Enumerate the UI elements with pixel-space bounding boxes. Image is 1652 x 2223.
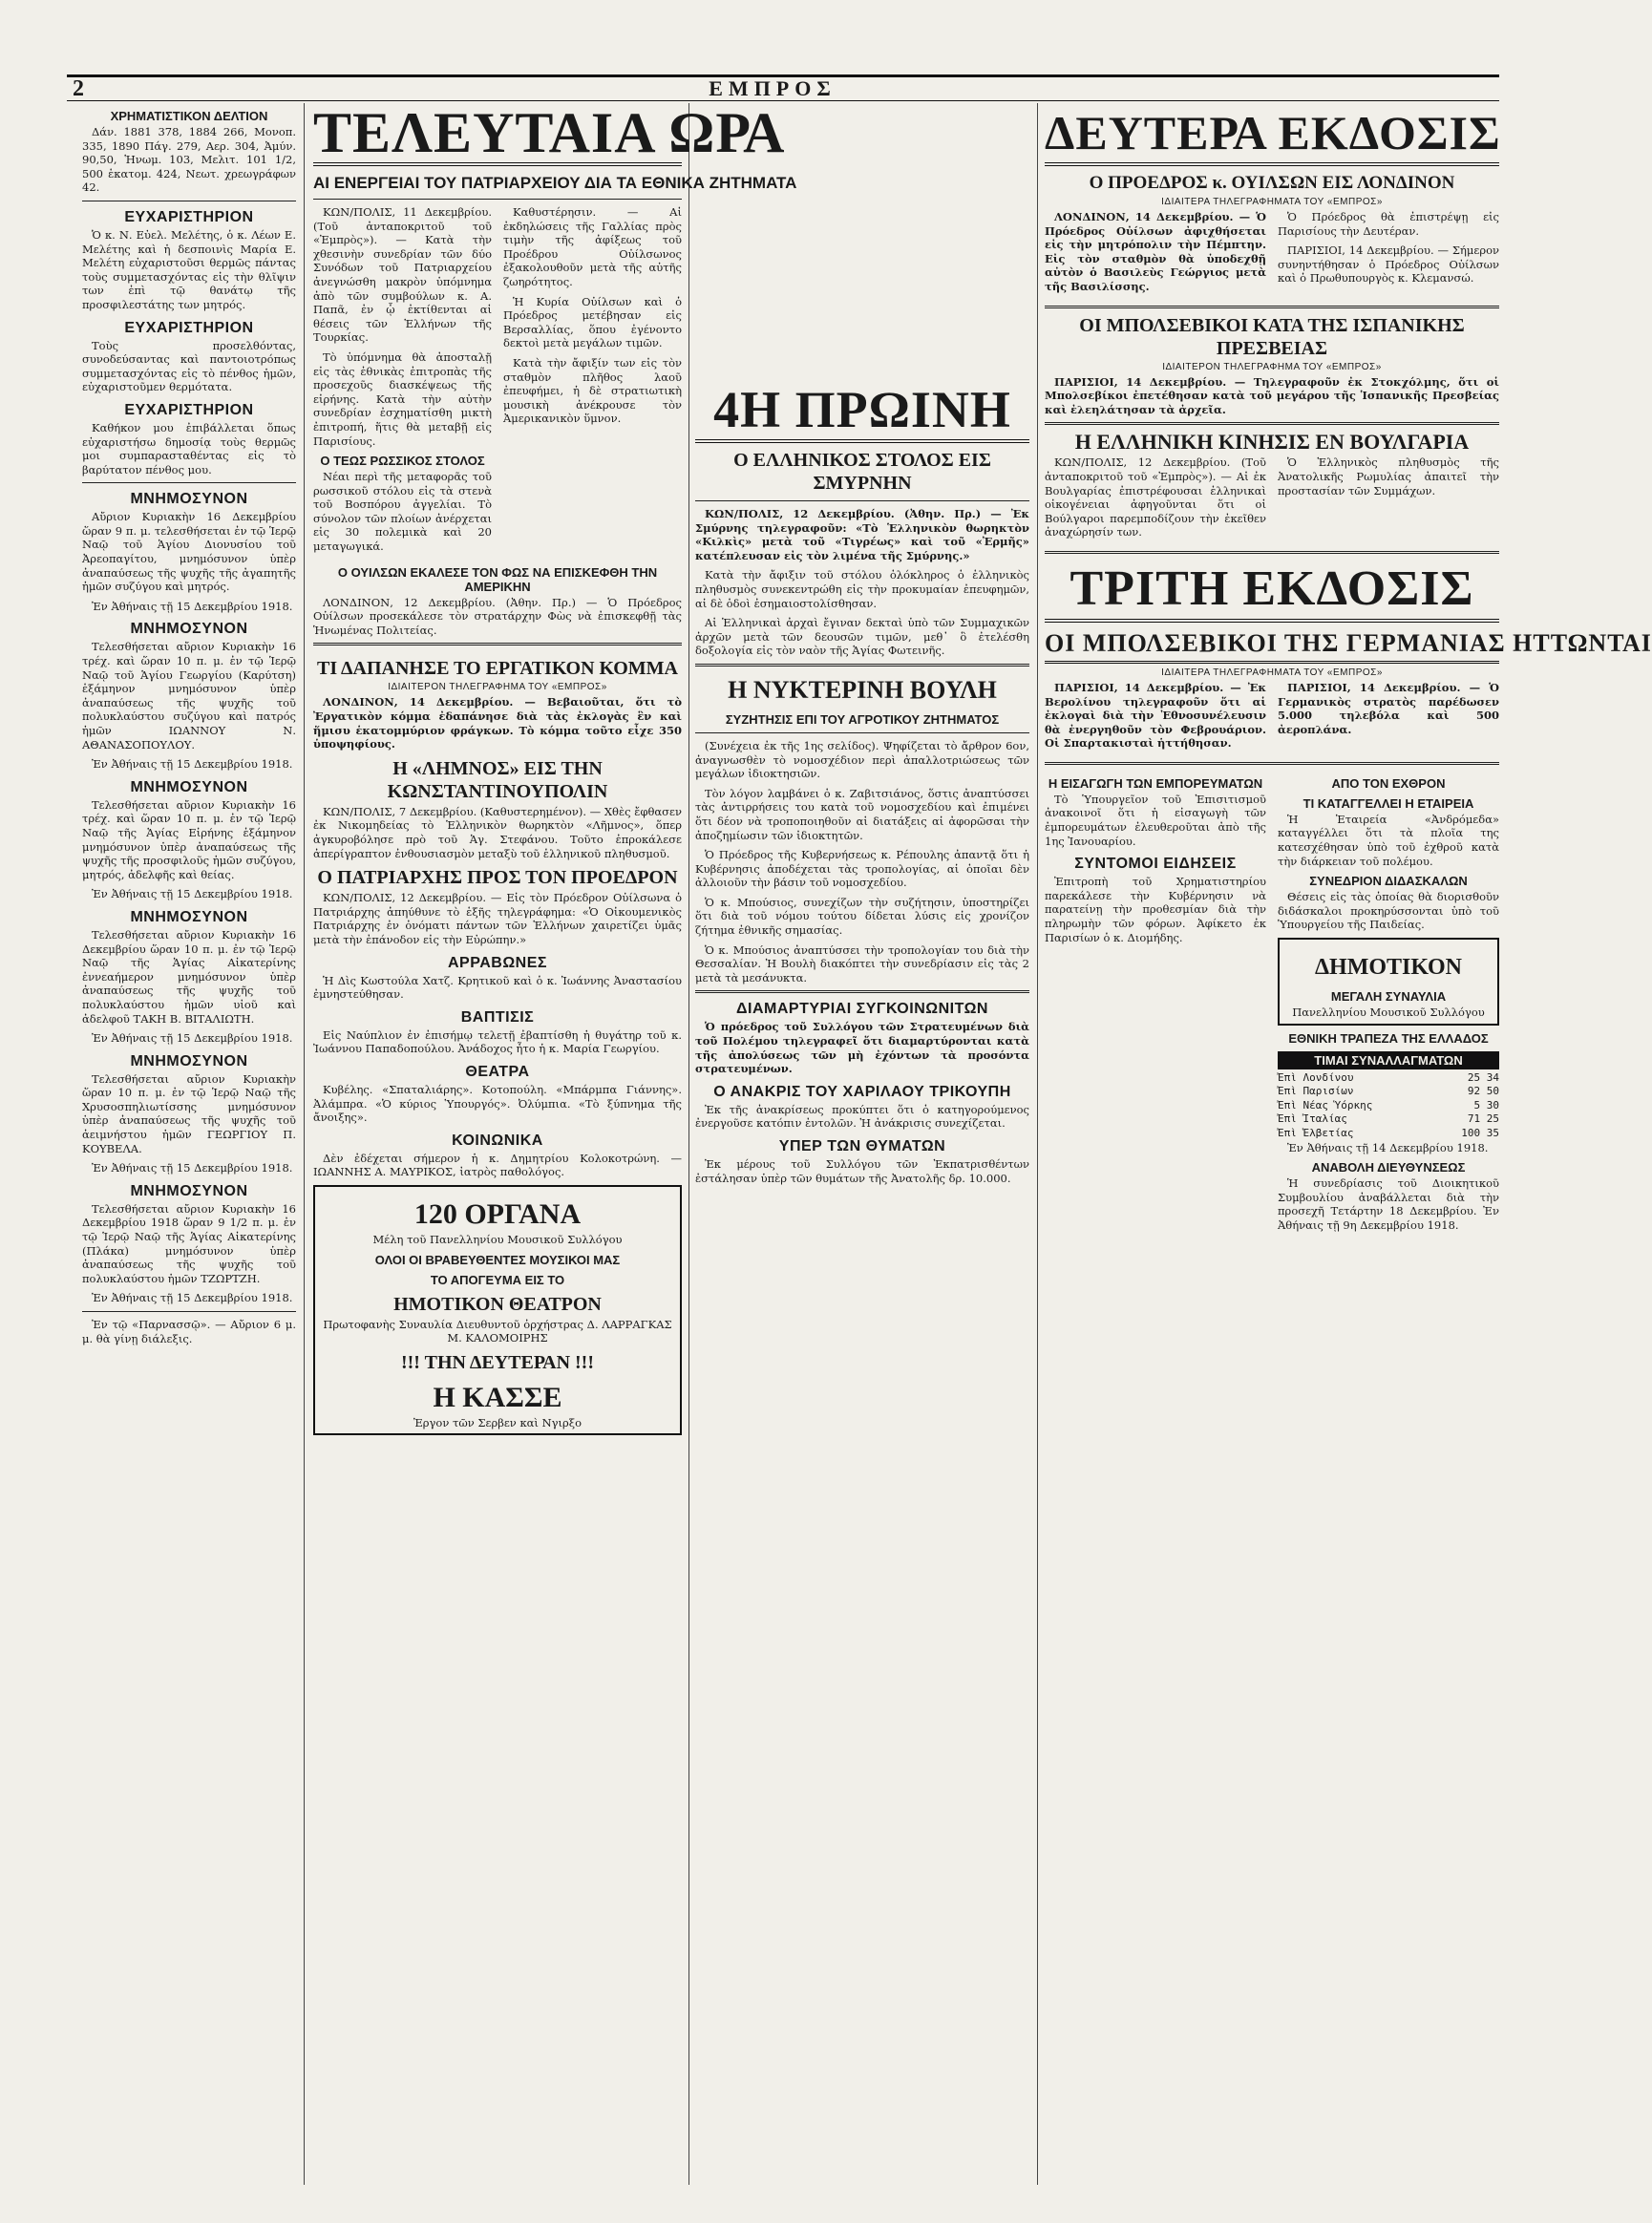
- germany-headline: ΟΙ ΜΠΟΛΣΕΒΙΚΟΙ ΤΗΣ ΓΕΡΜΑΝΙΑΣ ΗΤΤΩΝΤΑΙ: [1045, 626, 1499, 664]
- main-headline: ΑΙ ΕΝΕΡΓΕΙΑΙ ΤΟΥ ΠΑΤΡΙΑΡΧΕΙΟΥ ΔΙΑ ΤΑ ΕΘΝΙΚΑ ΖΗΤΗΜΑΤΑ: [313, 174, 797, 192]
- wilson-text: Καθυστέρησιν. — Αἱ ἐκδηλώσεις τῆς Γαλλίας πρὸς τιμὴν τῆς ἀφίξεως τοῦ Προέδρου Οὐίλσωνος ἐξακολουθοῦν μετὰ τῆς αὐτῆς ζωηρότητος.: [503, 205, 682, 288]
- main-story: [313, 205, 682, 560]
- memorial-title: ΜΝΗΜΟΣΥΝΟΝ: [130, 621, 248, 638]
- engagement-headline: ΑΡΡΑΒΩΝΕΣ: [448, 954, 547, 971]
- foch-text: ΛΟΝΔΙΝΟΝ, 12 Δεκεμβρίου. (Ἀθην. Πρ.) — Ὁ Πρόεδρος Οὐίλσων προσεκάλεσε τὸν στρατάρχην Φὼς νὰ ἐπισκεφθῇ τὰς Ἡνωμένας Πολιτείας.: [313, 595, 682, 637]
- labor-headline: ΤΙ ΔΑΠΑΝΗΣΕ ΤΟ ΕΡΓΑΤΙΚΟΝ ΚΟΜΜΑ: [316, 658, 678, 680]
- memorial-date: Ἐν Ἀθήναις τῇ 15 Δεκεμβρίου 1918.: [92, 887, 293, 901]
- victims-text: Ἐκ μέρους τοῦ Συλλόγου τῶν Ἐκπατρισθέντων ἐστάλησαν ὑπὲρ τῶν θυμάτων τῆς Ἀνατολῆς δρ. 10.000.: [695, 1157, 1029, 1185]
- wilson-text: Ἡ Κυρία Οὐίλσων καὶ ὁ Πρόεδρος μετέβησαν εἰς Βερσαλλίας, ὅπου ἐγένοντο δεκτοὶ μετὰ μεγάλων τιμῶν.: [503, 294, 682, 350]
- concert-headline: ΔΗΜΟΤΙΚΟΝ: [1314, 955, 1463, 981]
- company-subhead: ΤΙ ΚΑΤΑΓΓΕΛΛΕΙ Η ΕΤΑΙΡΕΙΑ: [1303, 795, 1474, 811]
- protest-headline: ΔΙΑΜΑΡΤΥΡΙΑΙ ΣΥΓΚΟΙΝΩΝΙΤΩΝ: [736, 1001, 988, 1018]
- night-session-text: Ὁ κ. Μπούσιος, συνεχίζων τὴν συζήτησιν, ὑποστηρίζει ὅτι διὰ τοῦ νόμου τούτου δίδεται λύσις εἰς χρονίζον ζήτημα ἐθνικῆς σημασίας.: [695, 895, 1029, 938]
- table-row: Ἐπὶ Παρισίων 92 50: [1278, 1085, 1499, 1098]
- masthead: [67, 74, 1499, 101]
- concert-box: [1278, 938, 1499, 1026]
- imports-headline: Η ΕΙΣΑΓΩΓΗ ΤΩΝ ΕΜΠΟΡΕΥΜΑΤΩΝ: [1048, 775, 1263, 791]
- bank-date: Ἐν Ἀθήναις τῇ 14 Δεκεμβρίου 1918.: [1287, 1140, 1489, 1154]
- memorial-text: Τελεσθήσεται αὔριον Κυριακὴν 16 Δεκεμβρίου ὥραν 10 π. μ. ἐν τῷ Ἱερῷ Ναῷ τῆς Ἁγίας Αἰκατερίνης ἐννεαήμερον μνημόσυνον ὑπὲρ ἀναπαύσεως τῆς ψυχῆς τοῦ πολυκλαύστου ἡμῶν υἱοῦ καὶ ἀδελφοῦ ΤΑΚΗ Β. ΒΙΤΑΛΙΩΤΗ.: [82, 927, 296, 1026]
- engagement-text: Ἡ Δὶς Κωστούλα Χατζ. Κρητικοῦ καὶ ὁ κ. Ἰωάννης Ἀναστασίου ἐμνηστεύθησαν.: [313, 973, 682, 1002]
- wilson-text: Κατὰ τὴν ἄφιξίν των εἰς τὸν σταθμὸν πλῆθος λαοῦ ἐπευφήμει, ἡ δὲ στρατιωτικὴ μουσικὴ ἀνέκρουσε τὸν Ἀμερικανικὸν ὕμνον.: [503, 355, 682, 426]
- banner-last-hour: ΤΕΛΕΥΤΑΙΑ ΩΡΑ: [313, 101, 786, 164]
- main-text: ΚΩΝ/ΠΟΛΙΣ, 11 Δεκεμβρίου. (Τοῦ ἀνταποκριτοῦ τοῦ «Ἐμπρὸς»). — Κατὰ τὴν χθεσινὴν συνεδρίαν τῶν δύο Συνόδων τοῦ Πατριαρχείου ἀνεγνώσθη μακρὸν ὑπόμνημα ἀπὸ τῶν συμβούλων κ. Α. Παπᾶ, ἐν ᾧ ἐκτίθενται αἱ θέσεις τῶν Ἑλλήνων τῆς Τουρκίας.: [313, 205, 492, 345]
- lemnos-headline: Η «ΛΗΜΝΟΣ» ΕΙΣ ΤΗΝ ΚΩΝΣΤΑΝΤΙΝΟΥΠΟΛΙΝ: [387, 757, 608, 802]
- footer-note: Ἐν τῷ «Παρνασσῷ». — Αὔριον 6 μ. μ. θὰ γίνῃ διάλεξις.: [82, 1318, 296, 1345]
- bolshevik-headline: ΟΙ ΜΠΟΛΣΕΒΙΚΟΙ ΚΑΤΑ ΤΗΣ ΙΣΠΑΝΙΚΗΣ ΠΡΕΣΒΕΙΑΣ: [1079, 314, 1465, 359]
- bulgaria-text: ΚΩΝ/ΠΟΛΙΣ, 12 Δεκεμβρίου. (Τοῦ ἀνταποκριτοῦ τοῦ «Ἐμπρὸς»). — Αἱ ἐκ Βουλγαρίας ἐπιστρέφουσαι ἑλληνικαὶ οἰκογένειαι ἀφηγοῦνται ὅτι οἱ Βούλγαροι παρεμποδίζουν τὴν ἐκεῖθεν ἀναχώρησίν των.: [1045, 455, 1266, 540]
- wilson-tag: ΙΔΙΑΙΤΕΡΑ ΤΗΛΕΓΡΑΦΗΜΑΤΑ ΤΟΥ «ΕΜΠΡΟΣ»: [1161, 197, 1383, 207]
- fleet-subhead: Ο ΤΕΩΣ ΡΩΣΣΙΚΟΣ ΣΤΟΛΟΣ: [320, 454, 485, 469]
- baptism-headline: ΒΑΠΤΙΣΙΣ: [460, 1008, 535, 1026]
- lemnos-text: ΚΩΝ/ΠΟΛΙΣ, 7 Δεκεμβρίου. (Καθυστερημένον). — Χθὲς ἔφθασεν ἐκ Νικομηδείας τὸ Ἑλληνικὸν θωρηκτὸν «Λῆμνος», ὅπερ ἀγκυροβόλησε πρὸ τοῦ Ἁγ. Στεφάνου. Τοῦτο ἐπροκάλεσε ἀπερίγραπτον ἐνθουσιασμὸν μεταξὺ τοῦ ἑλληνικοῦ πληθυσμοῦ.: [313, 804, 682, 860]
- fleet-text: Αἱ Ἑλληνικαὶ ἀρχαὶ ἔγιναν δεκταὶ ὑπὸ τῶν Συμμαχικῶν ἀρχῶν μετὰ τῶν δεουσῶν τιμῶν, μεθ᾽ ὃ ἐτελέσθη δοξολογία εἰς τὸν ναὸν τῆς Ἁγίας Φωτεινῆς.: [695, 616, 1029, 658]
- ad-footer: Ἐργον τῶν Σερβεν καὶ Νγιρξο: [413, 1415, 582, 1429]
- fleet-text: ΚΩΝ/ΠΟΛΙΣ, 12 Δεκεμβρίου. (Ἀθην. Πρ.) — Ἐκ Σμύρνης τηλεγραφοῦν: «Τὸ Ἑλληνικὸν θωρηκτὸν «Κιλκὶς» μετὰ τοῦ «Τιγρέως» καὶ τοῦ «Ἐρμῆς» κατέπλευσαν εἰς τὸν λιμένα τῆς Σμύρνης.»: [695, 507, 1029, 562]
- bulgaria-text: Ὁ Ἑλληνικὸς πληθυσμὸς τῆς Ἀνατολικῆς Ρωμυλίας ἀπαιτεῖ τὴν προστασίαν τῶν Συμμάχων.: [1278, 455, 1499, 498]
- wilson-headline: Ο ΠΡΟΕΔΡΟΣ κ. ΟΥΙΛΣΩΝ ΕΙΣ ΛΟΝΔΙΝΟΝ: [1089, 173, 1455, 193]
- thanks2-text: Τοὺς προσελθόντας, συνοδεύσαντας καὶ παντοιοτρόπως συμμετασχόντας εἰς τὸ πένθος ἡμῶν, εὐχαριστοῦμεν θερμότατα.: [82, 338, 296, 394]
- bolshevik-text: ΠΑΡΙΣΙΟΙ, 14 Δεκεμβρίου. — Τηλεγραφοῦν ἐκ Στοκχόλμης, ὅτι οἱ Μπολσεβίκοι ἐπετέθησαν κατὰ τοῦ μεγάρου τῆς Ἱσπανικῆς Πρεσβείας καὶ ἐλεηλάτησαν τὰ ἀρχεῖα.: [1045, 374, 1499, 416]
- ad-venue: ΗΜΟΤΙΚΟΝ ΘΕΑΤΡΟΝ: [393, 1293, 602, 1315]
- bank-headline: ΕΘΝΙΚΗ ΤΡΑΠΕΖΑ ΤΗΣ ΕΛΛΑΔΟΣ: [1288, 1030, 1489, 1046]
- night-session-text: Ὁ Πρόεδρος τῆς Κυβερνήσεως κ. Ρέπουλης ἀπαντᾷ ὅτι ἡ Κυβέρνησις ἀποδέχεται τὰς τροπολογίας, αἱ ὁποῖαι δὲν ἀλλοιοῦν τὴν βάσιν τοῦ νομοσχεδίου.: [695, 848, 1029, 890]
- thanks3-text: Καθήκον μου ἐπιβάλλεται ὅπως εὐχαριστήσω δημοσίᾳ τοὺς θερμῶς μοι συμπαρασταθέντας εἰς τὸ βαρύτατον πένθος μου.: [82, 420, 296, 476]
- table-row: Ἐπὶ Ἑλβετίας 100 35: [1278, 1127, 1499, 1139]
- bulgaria-headline: Η ΕΛΛΗΝΙΚΗ ΚΙΝΗΣΙΣ ΕΝ ΒΟΥΛΓΑΡΙΑ: [1074, 430, 1470, 455]
- column-3: [695, 103, 1029, 2185]
- teachers-headline: ΣΥΝΕΔΡΙΟΝ ΔΙΔΑΣΚΑΛΩΝ: [1309, 874, 1468, 889]
- bank-subhead: ΤΙΜΑΙ ΣΥΝΑΛΛΑΓΜΑΤΩΝ: [1278, 1051, 1499, 1069]
- germany-text: ΠΑΡΙΣΙΟΙ, 14 Δεκεμβρίου. — Ἐκ Βερολίνου τηλεγραφοῦν ὅτι αἱ ἐκλογαὶ διὰ τὴν Ἐθνοσυνέλευσιν θὰ ἐνεργηθοῦν τὸν Φεβρουάριον. Οἱ Σπαρτακισταὶ ἡττήθησαν.: [1045, 680, 1266, 751]
- column-rule: [1037, 103, 1038, 2185]
- memorial-text: Τελεσθήσεται αὔριον Κυριακὴν 16 τρέχ. καὶ ὥραν 10 π. μ. ἐν τῷ Ἱερῷ Ναῷ τῆς Ἁγίας Εἰρήνης ἑξάμηνον μνημόσυνον ὑπὲρ ἀναπαύσεως τῆς ψυχῆς τῆς προσφιλοῦς ἡμῶν συζύγου, μητρός, ἀδελφῆς καὶ θείας.: [82, 797, 296, 881]
- wilson-text: ΛΟΝΔΙΝΟΝ, 14 Δεκεμβρίου. — Ὁ Πρόεδρος Οὐίλσων ἀφιχθήσεται εἰς τὴν μητρόπολιν τὴν Πέμπτην. Εἰς τὸν σταθμὸν θὰ ὑποδεχθῇ αὐτὸν ὁ Βασιλεὺς Γεώργιος μετὰ τῆς Βασιλίσσης.: [1045, 210, 1266, 293]
- short-news-headline: ΣΥΝΤΟΜΟΙ ΕΙΔΗΣΕΙΣ: [1074, 856, 1237, 873]
- column-4: [1045, 103, 1652, 2185]
- thanks2-title: ΕΥΧΑΡΙΣΤΗΡΙΟΝ: [124, 319, 254, 336]
- germany-tag: ΙΔΙΑΙΤΕΡΑ ΤΗΛΕΓΡΑΦΗΜΑΤΑ ΤΟΥ «ΕΜΠΡΟΣ»: [1161, 667, 1383, 678]
- table-row: Ἐπὶ Ἰταλίας 71 25: [1278, 1112, 1499, 1126]
- ad-line: ΤΟ ΑΠΟΓΕΥΜΑ ΕΙΣ ΤΟ: [430, 1272, 565, 1287]
- memorial-title: ΜΝΗΜΟΣΥΝΟΝ: [130, 1052, 248, 1069]
- theatre-text: Κυβέλης. «Σπαταλιάρης». Κοτοπούλη. «Μπάρμπα Γιάννης». Ἀλάμπρα. «Ὁ κύριος Ὑπουργός». Ὀλύμπια. «Τὸ ξύπνημα τῆς ἄνοιξης».: [313, 1082, 682, 1125]
- concert-advert: [313, 1185, 682, 1435]
- night-session-text: Τὸν λόγον λαμβάνει ὁ κ. Ζαβιτσιάνος, ὅστις ἀναπτύσσει τὰς ἀντιρρήσεις του κατὰ τοῦ νομοσχεδίου καὶ ἐπιμένει ὅτι δέον νὰ τροποποιηθοῦν αἱ διατάξεις αἱ ἀφορῶσαι τὴν ἀποζημίωσιν τῶν ἰδιοκτητῶν.: [695, 786, 1029, 842]
- ad-subline: Μέλη τοῦ Πανελληνίου Μουσικοῦ Συλλόγου: [372, 1232, 623, 1246]
- night-session-sub: ΣΥΖΗΤΗΣΙΣ ΕΠΙ ΤΟΥ ΑΓΡΟΤΙΚΟΥ ΖΗΤΗΜΑΤΟΣ: [725, 711, 1000, 727]
- labor-tag: ΙΔΙΑΙΤΕΡΟΝ ΤΗΛΕΓΡΑΦΗΜΑ ΤΟΥ «ΕΜΠΡΟΣ»: [388, 682, 607, 693]
- fleet-text: Κατὰ τὴν ἄφιξιν τοῦ στόλου ὁλόκληρος ὁ ἑλληνικὸς πληθυσμὸς συνεκεντρώθη εἰς τὴν προκυμαίαν ἐπευφημῶν, αἱ δὲ ὁδοὶ ἐσημαιοστολίσθησαν.: [695, 568, 1029, 610]
- memorial-text: Τελεσθήσεται αὔριον Κυριακὴν 16 τρέχ. καὶ ὥραν 10 π. μ. ἐν τῷ Ἱερῷ Ναῷ τοῦ Ἁγίου Γεωργίου (Καρύτση) ἑξάμηνον μνημόσυνον ὑπὲρ ἀναπαύσεως τῆς ψυχῆς τοῦ πολυκλαύστου συζύγου καὶ πατρός ἡμῶν ΙΩΑΝΝΟΥ Ν. ΑΘΑΝΑΣΟΠΟΥΛΟΥ.: [82, 640, 296, 752]
- teachers-text: Θέσεις εἰς τὰς ὁποίας θὰ διορισθοῦν διδάσκαλοι προκηρύσσονται ὑπὸ τοῦ Ὑπουργείου τῆς Παιδείας.: [1278, 890, 1499, 932]
- labor-text: ΛΟΝΔΙΝΟΝ, 14 Δεκεμβρίου. — Βεβαιοῦται, ὅτι τὸ Ἐργατικὸν κόμμα ἐδαπάνησε διὰ τὰς ἐκλογὰς ἓν καὶ ἥμισυ ἑκατομμύριον φράγκων. Τὸ κόμμα τοῦτο εἶχε 350 ὑποψηφίους.: [313, 695, 682, 752]
- wilson-text: Ὁ Πρόεδρος θὰ ἐπιστρέψῃ εἰς Παρισίους τὴν Δευτέραν.: [1278, 210, 1499, 238]
- wilson-text: ΠΑΡΙΣΙΟΙ, 14 Δεκεμβρίου. — Σήμερον συνηντήθησαν ὁ Πρόεδρος Οὐίλσων καὶ ὁ Πρωθυπουργὸς κ. Κλεμανσώ.: [1278, 243, 1499, 286]
- ad-line: ΟΛΟΙ ΟΙ ΒΡΑΒΕΥΘΕΝΤΕΣ ΜΟΥΣΙΚΟΙ ΜΑΣ: [374, 1252, 621, 1267]
- memorial-date: Ἐν Ἀθήναις τῇ 15 Δεκεμβρίου 1918.: [92, 1161, 293, 1175]
- trial-headline: Ο ΑΝΑΚΡΙΣ ΤΟΥ ΧΑΡΙΛΑΟΥ ΤΡΙΚΟΥΠΗ: [713, 1083, 1011, 1100]
- germany-text: ΠΑΡΙΣΙΟΙ, 14 Δεκεμβρίου. — Ὁ Γερμανικὸς στρατὸς παρέδωσεν 5.000 τηλεβόλα καὶ 500 ἀεροπλάνα.: [1278, 680, 1499, 736]
- night-session-text: (Συνέχεια ἐκ τῆς 1ης σελίδος). Ψηφίζεται τὸ ἄρθρον 6ον, ἀναγνωσθὲν τὸ νομοσχέδιον περὶ ἀπαλλοτριώσεως τῶν μεγάλων ἰδιοκτησιῶν.: [695, 738, 1029, 781]
- imports-text: Τὸ Ὑπουργεῖον τοῦ Ἐπισιτισμοῦ ἀνακοινοῖ ὅτι ἡ εἰσαγωγὴ τῶν ἐμπορευμάτων ἐλευθεροῦται ἀπὸ τῆς 1ης Ἰανουαρίου.: [1045, 792, 1266, 848]
- ad-monday: !!! ΤΗΝ ΔΕΥΤΕΡΑΝ !!!: [400, 1351, 594, 1373]
- thanks-text: Ὁ κ. Ν. Εὐελ. Μελέτης, ὁ κ. Λέων Ε. Μελέτης καὶ ἡ δεσποινὶς Μαρία Ε. Μελέτη εὐχαριστοῦσι θερμῶς πάντας τοὺς συμμετασχόντας εἰς τὴν θλῖψιν των ἐπὶ τῷ θανάτῳ τῆς προσφιλεστάτης των μητρός.: [82, 227, 296, 311]
- company-text: Ἡ Ἐταιρεία «Ἀνδρόμεδα» καταγγέλλει ὅτι τὰ πλοῖα της κατεσχέθησαν ὑπὸ τοῦ ἐχθροῦ κατὰ τὴν διάρκειαν τοῦ πολέμου.: [1278, 812, 1499, 868]
- column-rule: [304, 103, 305, 2185]
- column-2: [313, 101, 797, 2185]
- column-rule: [688, 103, 689, 2185]
- column-1: [82, 103, 296, 2185]
- ad-play: Η ΚΑΣΣΕ: [433, 1381, 562, 1413]
- social-text: Δὲν ἐδέχεται σήμερον ἡ κ. Δημητρίου Κολοκοτρώνη. — ΙΩΑΝΝΗΣ Α. ΜΑΥΡΙΚΟΣ, ἰατρὸς παθολόγος.: [313, 1151, 682, 1179]
- table-row: Ἐπὶ Νέας Ὑόρκης 5 30: [1278, 1098, 1499, 1112]
- patriarch-text: ΚΩΝ/ΠΟΛΙΣ, 12 Δεκεμβρίου. — Εἰς τὸν Πρόεδρον Οὐίλσωνα ὁ Πατριάρχης ἀπηύθυνε τὸ ἑξῆς τηλεγράφημα: «Ὁ Οἰκουμενικὸς Πατριάρχης ἐν ὀνόματι πάντων τῶν Ἑλλήνων χαιρετίζει ὑμᾶς μετὰ τὴν ἐπάνοδον εἰς τὴν Εὐρώπην.»: [313, 891, 682, 946]
- memorial-date: Ἐν Ἀθήναις τῇ 15 Δεκεμβρίου 1918.: [92, 757, 293, 772]
- memorial-date: Ἐν Ἀθήναις τῇ 15 Δεκεμβρίου 1918.: [92, 599, 293, 613]
- memorial-date: Ἐν Ἀθήναις τῇ 15 Δεκεμβρίου 1918.: [92, 1031, 293, 1046]
- memorial-title: ΜΝΗΜΟΣΥΝΟΝ: [130, 778, 248, 795]
- company-headline: ΑΠΟ ΤΟΝ ΕΧΘΡΟΝ: [1331, 775, 1446, 791]
- trial-text: Ἐκ τῆς ἀνακρίσεως προκύπτει ὅτι ὁ κατηγορούμενος ἐνεργοῦσε κατόπιν ἐντολῶν. Ἡ ἀνάκρισις συνεχίζεται.: [695, 1102, 1029, 1131]
- night-session-headline: Η ΝΥΚΤΕΡΙΝΗ ΒΟΥΛΗ: [728, 675, 997, 704]
- fleet-text: Νέαι περὶ τῆς μεταφορᾶς τοῦ ρωσσικοῦ στόλου εἰς τὰ στενὰ τοῦ Βοσπόρου ἀγγελίαι. Τὸ σύνολον τῶν πλοίων ἀνέρχεται εἰς 30 πολεμικὰ καὶ 20 μεταγωγικά.: [313, 470, 492, 554]
- table-row: Ἐπὶ Λονδίνου 25 34: [1278, 1070, 1499, 1084]
- memorial-text: Αὔριον Κυριακὴν 16 Δεκεμβρίου ὥραν 9 π. μ. τελεσθήσεται ἐν τῷ Ἱερῷ Ναῷ τοῦ Ἁγίου Διονυσίου τοῦ Ἀρεοπαγίτου, μνημόσυνον ὑπὲρ ἀναπαύσεως τῆς ψυχῆς τῆς ἀγαπητῆς ἡμῶν συζύγου καὶ μητρός.: [82, 510, 296, 594]
- stock-text: Δάν. 1881 378, 1884 266, Μονοπ. 335, 1890 Πάγ. 279, Αερ. 304, Ἀμύν. 90,50, Ἡνωμ. 103, Μελιτ. 101 1/2, 500 ἑκατομ. 424, Νεωτ. χρεωγράφων 42.: [82, 125, 296, 195]
- bottom-text: Ἡ συνεδρίασις τοῦ Διοικητικοῦ Συμβουλίου ἀναβάλλεται διὰ τὴν προσεχῆ Τετάρτην 18 Δεκεμβρίου. Ἐν Ἀθήναις τῇ 9η Δεκεμβρίου 1918.: [1278, 1176, 1499, 1232]
- ad-body: Πρωτοφανὴς Συναυλία Διευθυντοῦ ὀρχήστρας Δ. ΛΑΡΡΑΓΚΑΣ Μ. ΚΑΛΟΜΟΙΡΗΣ: [323, 1317, 672, 1345]
- bottom-headline: ΑΝΑΒΟΛΗ ΔΙΕΥΘΥΝΣΕΩΣ: [1311, 1160, 1466, 1175]
- concert-sub: ΜΕΓΑΛΗ ΣΥΝΑΥΛΙΑ: [1330, 989, 1447, 1005]
- patriarch-headline: Ο ΠΑΤΡΙΑΡΧΗΣ ΠΡΟΣ ΤΟΝ ΠΡΟΕΔΡΟΝ: [317, 867, 678, 889]
- social-headline: ΚΟΙΝΩΝΙΚΑ: [452, 1132, 543, 1149]
- second-edition-banner: ΔΕΥΤΕΡΑ ΕΚΔΟΣΙΣ: [1045, 103, 1499, 166]
- protest-text: Ὁ πρόεδρος τοῦ Συλλόγου τῶν Στρατευμένων διὰ τοῦ Πολέμου τηλεγραφεῖ ὅτι διαμαρτύρονται κατὰ τῆς ἀπολύσεως τῶν μὴ ἐχόντων τὰ προσόντα στρατευμένων.: [695, 1020, 1029, 1076]
- baptism-text: Εἰς Ναύπλιον ἐν ἐπισήμῳ τελετῇ ἐβαπτίσθη ἡ θυγάτηρ τοῦ κ. Ἰωάννου Παπαδοπούλου. Ἀνάδοχος ἦτο ἡ κ. Μαρία Γεωργίου.: [313, 1027, 682, 1056]
- bolshevik-tag: ΙΔΙΑΙΤΕΡΟΝ ΤΗΛΕΓΡΑΦΗΜΑ ΤΟΥ «ΕΜΠΡΟΣ»: [1162, 361, 1382, 372]
- thanks3-title: ΕΥΧΑΡΙΣΤΗΡΙΟΝ: [124, 401, 254, 418]
- page-number: 2: [73, 75, 84, 101]
- memorial-text: Τελεσθήσεται αὔριον Κυριακὴν 16 Δεκεμβρίου 1918 ὥραν 9 1/2 π. μ. ἐν τῷ Ἱερῷ Ναῷ τῆς Ἁγίας Αἰκατερίνης (Πλάκα) μνημόσυνον ὑπὲρ ἀναπαύσεως τῆς ψυχῆς τοῦ πολυκλαύστου ἡμῶν ΤΖΩΡΤΖΗ.: [82, 1201, 296, 1285]
- main-text: Τὸ ὑπόμνημα θὰ ἀποσταλῇ εἰς τὰς ἐθνικὰς ἐπιτροπὰς τῆς προσεχοῦς διασκέψεως τῆς εἰρήνης. Κατὰ τὴν αὐτὴν συνεδρίαν ἐσχηματίσθη μικτὴ ἐπιτροπή, ἥτις θὰ μεταβῇ εἰς Παρισίους.: [313, 349, 492, 448]
- memorial-title: ΜΝΗΜΟΣΥΝΟΝ: [130, 908, 248, 925]
- concert-sub2: Πανελληνίου Μουσικοῦ Συλλόγου: [1292, 1006, 1485, 1020]
- fleet-headline: Ο ΕΛΛΗΝΙΚΟΣ ΣΤΟΛΟΣ ΕΙΣ ΣΜΥΡΝΗΝ: [733, 450, 991, 494]
- stock-title: ΧΡΗΜΑΤΙΣΤΙΚΟΝ ΔΕΛΤΙΟΝ: [110, 109, 268, 123]
- memorial-date: Ἐν Ἀθήναις τῇ 15 Δεκεμβρίου 1918.: [92, 1291, 293, 1305]
- victims-headline: ΥΠΕΡ ΤΩΝ ΘΥΜΑΤΩΝ: [778, 1138, 946, 1154]
- paper-name: ΕΜΠΡΟΣ: [709, 76, 837, 100]
- bank-table: [1278, 1071, 1499, 1141]
- memorial-title: ΜΝΗΜΟΣΥΝΟΝ: [130, 1182, 248, 1199]
- night-session-text: Ὁ κ. Μπούσιος ἀναπτύσσει τὴν τροπολογίαν του διὰ τὴν Θεσσαλίαν. Ἡ Βουλὴ διακόπτει τὴν συνεδρίασιν εἰς τὰς 2 μετὰ τὰ μεσάνυκτα.: [695, 942, 1029, 984]
- memorial-title: ΜΝΗΜΟΣΥΝΟΝ: [130, 491, 248, 508]
- memorial-text: Τελεσθήσεται αὔριον Κυριακὴν ὥραν 10 π. μ. ἐν τῷ Ἱερῷ Ναῷ τῆς Χρυσοσπηλιωτίσσης μνημόσυνον ὑπὲρ ἀναπαύσεως τῆς ψυχῆς τοῦ ἀειμνήστου ἡμῶν ΓΕΩΡΓΙΟΥ Π. ΚΟΥΒΕΛΑ.: [82, 1071, 296, 1155]
- theatre-headline: ΘΕΑΤΡΑ: [465, 1063, 530, 1080]
- foch-headline: Ο ΟΥΙΛΣΩΝ ΕΚΑΛΕΣΕ ΤΟΝ ΦΩΣ ΝΑ ΕΠΙΣΚΕΦΘΗ ΤΗΝ ΑΜΕΡΙΚΗΝ: [337, 564, 658, 594]
- short-news-text: Ἐπιτροπὴ τοῦ Χρηματιστηρίου παρεκάλεσε τὴν Κυβέρνησιν νὰ παρατείνῃ τὴν προθεσμίαν διὰ τὴν πληρωμὴν τῶν φόρων. Ἀφίκετο ἐκ Παρισίων ὁ κ. Διομήδης.: [1045, 875, 1266, 944]
- ad-headline: 120 ΟΡΓΑΝΑ: [413, 1197, 582, 1230]
- fourth-edition-banner: 4Η ΠΡΩΙΝΗ: [695, 380, 1029, 443]
- thanks-title: ΕΥΧΑΡΙΣΤΗΡΙΟΝ: [124, 208, 254, 225]
- third-edition-banner: ΤΡΙΤΗ ΕΚΔΟΣΙΣ: [1045, 560, 1499, 623]
